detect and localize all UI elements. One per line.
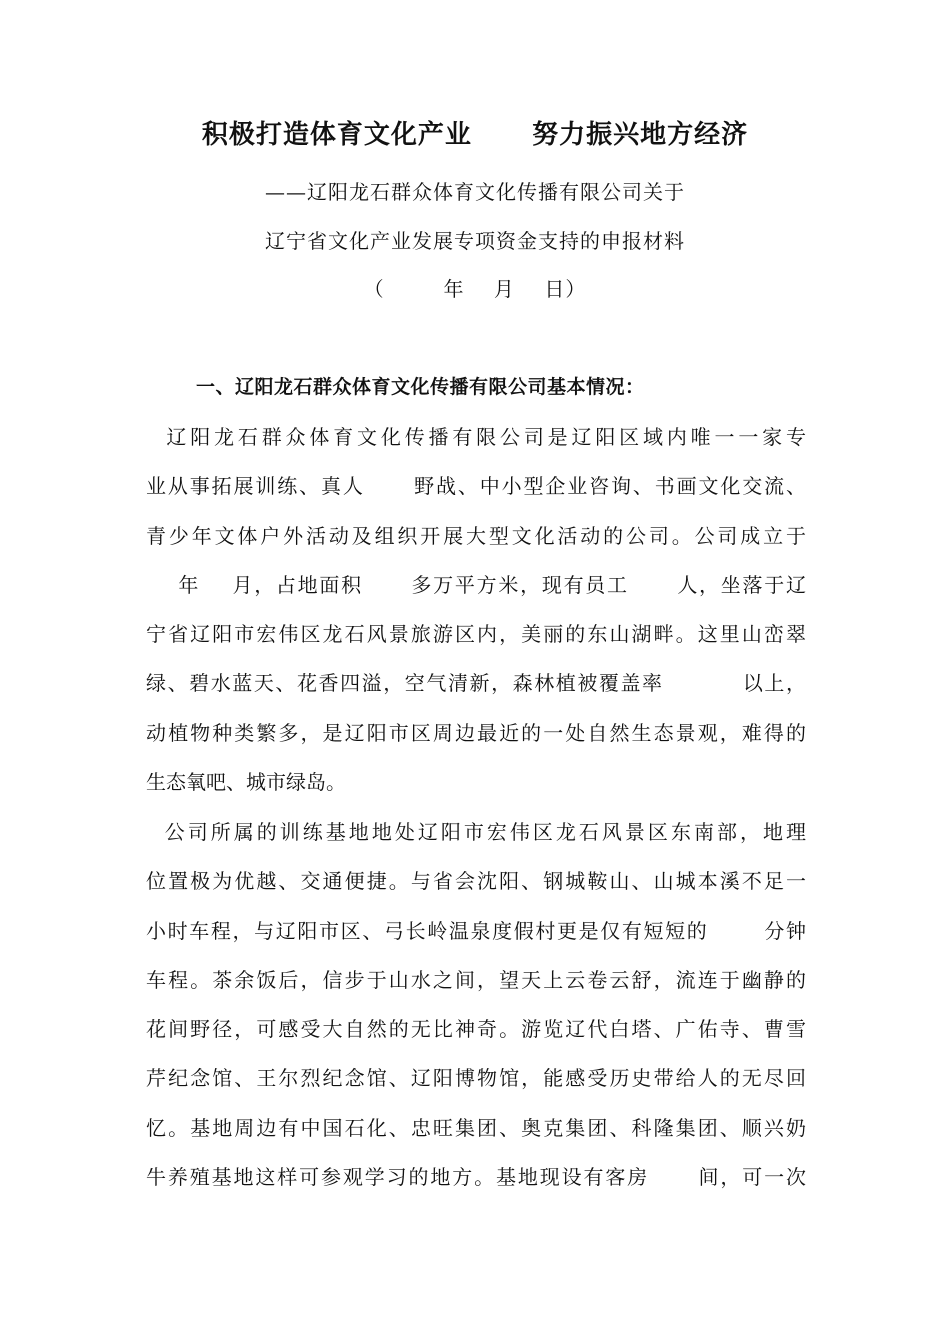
paragraph-1 bbox=[146, 413, 806, 807]
document-subtitle-line-2: 辽宁省文化产业发展专项资金支持的申报材料 bbox=[265, 229, 685, 253]
document-subtitle-line-1: ——辽阳龙石群众体育文化传播有限公司关于 bbox=[265, 180, 685, 204]
document-date-line: （ 年 月 日） bbox=[363, 277, 587, 301]
paragraph-1-line: 生态氧吧、城市绿岛。 bbox=[146, 770, 346, 795]
paragraph-2-line: 位置极为优越、交通便捷。与省会沈阳、钢城鞍山、山城本溪不足一 bbox=[146, 869, 806, 894]
section-1-heading: 一、辽阳龙石群众体育文化传播有限公司基本情况： bbox=[196, 376, 645, 398]
paragraph-1-line: 宁省辽阳市宏伟区龙石风景旅游区内，美丽的东山湖畔。这里山峦翠 bbox=[146, 622, 806, 647]
paragraph-1-line: 绿、碧水蓝天、花香四溢，空气清新，森林植被覆盖率 以上， bbox=[146, 671, 806, 696]
paragraph-2-line: 花间野径，可感受大自然的无比神奇。游览辽代白塔、广佑寺、曹雪 bbox=[146, 1017, 806, 1042]
paragraph-1-line: 业从事拓展训练、真人 野战、中小型企业咨询、书画文化交流、 bbox=[146, 474, 806, 499]
paragraph-1-line: 动植物种类繁多，是辽阳市区周边最近的一处自然生态景观，难得的 bbox=[146, 720, 806, 745]
paragraph-2-line: 车程。茶余饭后，信步于山水之间，望天上云卷云舒，流连于幽静的 bbox=[146, 967, 806, 992]
paragraph-2-line: 公司所属的训练基地地处辽阳市宏伟区龙石风景区东南部，地理 bbox=[146, 820, 806, 844]
paragraph-2-line: 小时车程，与辽阳市区、弓长岭温泉度假村更是仅有短短的 分钟 bbox=[146, 918, 806, 943]
paragraph-1-line: 青少年文体户外活动及组织开展大型文化活动的公司。公司成立于 bbox=[146, 523, 806, 548]
paragraph-1-line: 年 月，占地面积 多万平方米，现有员工 人，坐落于辽 bbox=[146, 572, 806, 597]
paragraph-1-line: 辽阳龙石群众体育文化传播有限公司是辽阳区域内唯一一家专 bbox=[146, 425, 806, 449]
document-title: 积极打造体育文化产业 努力振兴地方经济 bbox=[201, 120, 749, 150]
paragraph-2-line: 芹纪念馆、王尔烈纪念馆、辽阳博物馆，能感受历史带给人的无尽回 bbox=[146, 1066, 806, 1091]
paragraph-2-line: 忆。基地周边有中国石化、忠旺集团、奥克集团、科隆集团、顺兴奶 bbox=[146, 1115, 806, 1140]
paragraph-2-line: 牛养殖基地这样可参观学习的地方。基地现设有客房 间，可一次 bbox=[146, 1165, 806, 1190]
paragraph-2 bbox=[146, 808, 806, 1202]
